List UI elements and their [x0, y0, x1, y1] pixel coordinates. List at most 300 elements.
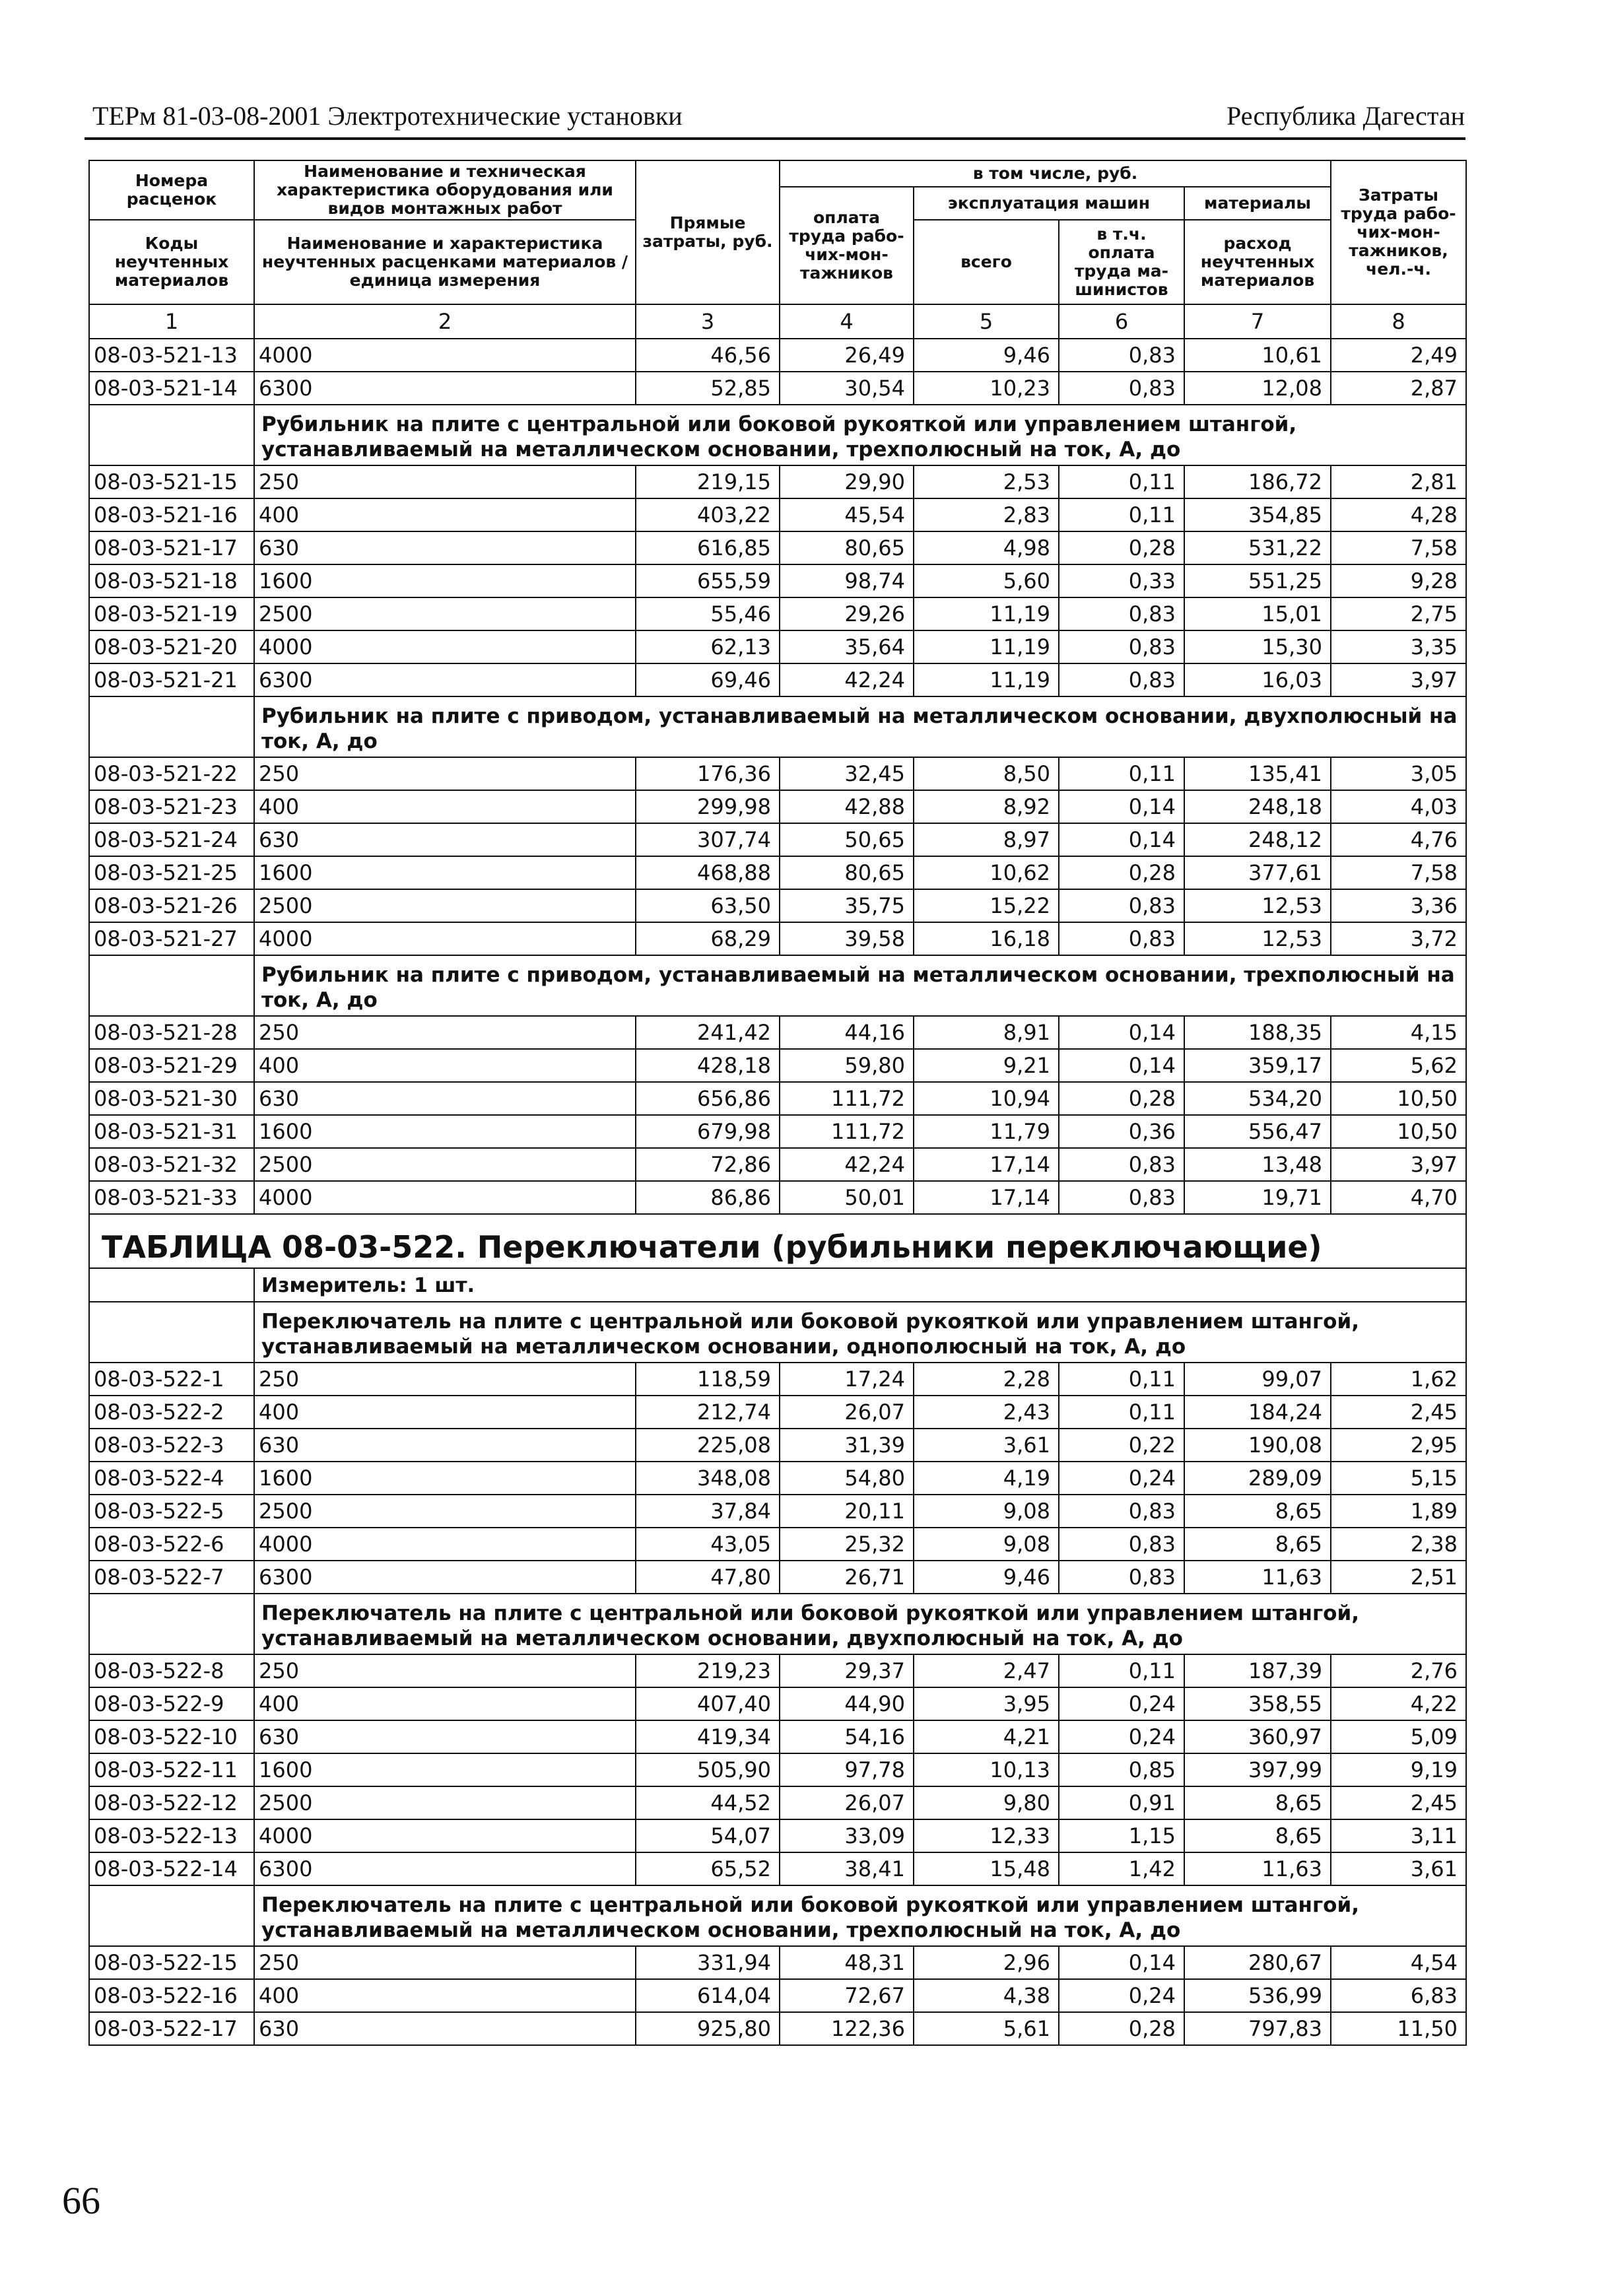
blank-cell [89, 955, 254, 1016]
value-cell: 331,94 [636, 1946, 780, 1979]
value-cell: 2,81 [1331, 465, 1466, 498]
value-cell: 10,50 [1331, 1115, 1466, 1148]
value-cell: 8,65 [1184, 1819, 1331, 1852]
rating-amps: 250 [254, 757, 636, 790]
value-cell: 50,65 [780, 823, 914, 856]
rate-code: 08-03-522-17 [89, 2012, 254, 2045]
table-row [89, 1181, 1466, 1214]
section-heading-row [89, 955, 1466, 1016]
table-row [89, 2012, 1466, 2045]
rate-code: 08-03-522-16 [89, 1979, 254, 2012]
value-cell: 0,83 [1059, 597, 1184, 630]
value-cell: 3,61 [914, 1429, 1059, 1462]
rate-code: 08-03-521-14 [89, 372, 254, 405]
value-cell: 307,74 [636, 823, 780, 856]
rate-code: 08-03-521-33 [89, 1181, 254, 1214]
value-cell: 52,85 [636, 372, 780, 405]
rating-amps: 400 [254, 1049, 636, 1082]
value-cell: 0,83 [1059, 372, 1184, 405]
rate-code: 08-03-521-18 [89, 564, 254, 597]
value-cell: 241,42 [636, 1016, 780, 1049]
measure-unit: Измеритель: 1 шт. [254, 1268, 1466, 1302]
value-cell: 10,50 [1331, 1082, 1466, 1115]
value-cell: 15,30 [1184, 630, 1331, 663]
column-number: 1 [89, 304, 254, 339]
value-cell: 9,19 [1331, 1753, 1466, 1786]
value-cell: 0,83 [1059, 889, 1184, 922]
rating-amps: 4000 [254, 1528, 636, 1561]
value-cell: 360,97 [1184, 1720, 1331, 1753]
table-row [89, 889, 1466, 922]
rate-code: 08-03-521-15 [89, 465, 254, 498]
value-cell: 377,61 [1184, 856, 1331, 889]
value-cell: 184,24 [1184, 1396, 1331, 1429]
value-cell: 0,28 [1059, 531, 1184, 564]
table-row [89, 757, 1466, 790]
value-cell: 44,16 [780, 1016, 914, 1049]
value-cell: 11,63 [1184, 1852, 1331, 1885]
value-cell: 33,09 [780, 1819, 914, 1852]
rate-code: 08-03-522-4 [89, 1462, 254, 1495]
blank-cell [89, 696, 254, 757]
value-cell: 59,80 [780, 1049, 914, 1082]
value-cell: 54,07 [636, 1819, 780, 1852]
rating-amps: 250 [254, 1016, 636, 1049]
value-cell: 15,22 [914, 889, 1059, 922]
value-cell: 3,35 [1331, 630, 1466, 663]
table-row [89, 564, 1466, 597]
value-cell: 616,85 [636, 531, 780, 564]
value-cell: 2,49 [1331, 339, 1466, 372]
value-cell: 31,39 [780, 1429, 914, 1462]
value-cell: 0,83 [1059, 630, 1184, 663]
rating-amps: 250 [254, 1946, 636, 1979]
value-cell: 0,28 [1059, 856, 1184, 889]
value-cell: 8,92 [914, 790, 1059, 823]
value-cell: 17,14 [914, 1181, 1059, 1214]
section-heading: Переключатель на плите с центральной или боковой рукояткой или управлением штангой, устанавливаемый на металлическом основании, трехполюсный на ток, А, до [254, 1885, 1466, 1946]
rate-code: 08-03-522-15 [89, 1946, 254, 1979]
rate-code: 08-03-521-27 [89, 922, 254, 955]
value-cell: 97,78 [780, 1753, 914, 1786]
value-cell: 4,54 [1331, 1946, 1466, 1979]
value-cell: 8,50 [914, 757, 1059, 790]
value-cell: 35,75 [780, 889, 914, 922]
value-cell: 135,41 [1184, 757, 1331, 790]
value-cell: 348,08 [636, 1462, 780, 1495]
table-row [89, 498, 1466, 531]
table-row [89, 1082, 1466, 1115]
value-cell: 0,28 [1059, 1082, 1184, 1115]
value-cell: 0,83 [1059, 1561, 1184, 1594]
table-row [89, 1946, 1466, 1979]
value-cell: 0,83 [1059, 1181, 1184, 1214]
value-cell: 98,74 [780, 564, 914, 597]
rates-table [88, 160, 1467, 2046]
table-row [89, 1819, 1466, 1852]
value-cell: 2,75 [1331, 597, 1466, 630]
value-cell: 54,80 [780, 1462, 914, 1495]
value-cell: 32,45 [780, 757, 914, 790]
value-cell: 12,53 [1184, 922, 1331, 955]
rating-amps: 630 [254, 2012, 636, 2045]
header-worker-pay: оплата труда рабо-чих-мон-тажников [780, 187, 914, 304]
section-heading: Переключатель на плите с центральной или боковой рукояткой или управлением штангой, устанавливаемый на металлическом основании, однополюсный на ток, А, до [254, 1302, 1466, 1363]
section-heading-row [89, 405, 1466, 465]
value-cell: 925,80 [636, 2012, 780, 2045]
running-header-title: ТЕРм 81-03-08-2001 Электротехнические установки [92, 101, 683, 131]
value-cell: 4,70 [1331, 1181, 1466, 1214]
value-cell: 4,76 [1331, 823, 1466, 856]
rating-amps: 400 [254, 1396, 636, 1429]
value-cell: 13,48 [1184, 1148, 1331, 1181]
rating-amps: 400 [254, 498, 636, 531]
rating-amps: 6300 [254, 663, 636, 696]
value-cell: 7,58 [1331, 531, 1466, 564]
rate-code: 08-03-521-16 [89, 498, 254, 531]
value-cell: 280,67 [1184, 1946, 1331, 1979]
rate-code: 08-03-521-29 [89, 1049, 254, 1082]
value-cell: 42,88 [780, 790, 914, 823]
value-cell: 42,24 [780, 1148, 914, 1181]
column-number: 3 [636, 304, 780, 339]
value-cell: 0,83 [1059, 1495, 1184, 1528]
value-cell: 9,46 [914, 339, 1059, 372]
section-heading: Рубильник на плите с приводом, устанавливаемый на металлическом основании, двухполюсный на ток, А, до [254, 696, 1466, 757]
value-cell: 1,42 [1059, 1852, 1184, 1885]
value-cell: 0,91 [1059, 1786, 1184, 1819]
value-cell: 468,88 [636, 856, 780, 889]
value-cell: 534,20 [1184, 1082, 1331, 1115]
rate-code: 08-03-522-10 [89, 1720, 254, 1753]
value-cell: 2,95 [1331, 1429, 1466, 1462]
value-cell: 44,90 [780, 1687, 914, 1720]
value-cell: 0,83 [1059, 663, 1184, 696]
header-machine-operation: эксплуатация машин [914, 187, 1184, 220]
rating-amps: 1600 [254, 1462, 636, 1495]
value-cell: 47,80 [636, 1561, 780, 1594]
section-heading: Переключатель на плите с центральной или боковой рукояткой или управлением штангой, устанавливаемый на металлическом основании, двухполюсный на ток, А, до [254, 1594, 1466, 1654]
column-number: 8 [1331, 304, 1466, 339]
rate-code: 08-03-521-20 [89, 630, 254, 663]
rate-code: 08-03-521-17 [89, 531, 254, 564]
value-cell: 11,79 [914, 1115, 1059, 1148]
header-rule [84, 137, 1465, 140]
table-row [89, 1049, 1466, 1082]
value-cell: 5,09 [1331, 1720, 1466, 1753]
value-cell: 3,05 [1331, 757, 1466, 790]
rate-code: 08-03-522-1 [89, 1363, 254, 1396]
value-cell: 0,24 [1059, 1979, 1184, 2012]
value-cell: 122,36 [780, 2012, 914, 2045]
value-cell: 19,71 [1184, 1181, 1331, 1214]
value-cell: 11,19 [914, 597, 1059, 630]
table-row [89, 790, 1466, 823]
value-cell: 8,65 [1184, 1495, 1331, 1528]
table-row [89, 823, 1466, 856]
value-cell: 4,38 [914, 1979, 1059, 2012]
value-cell: 397,99 [1184, 1753, 1331, 1786]
rating-amps: 630 [254, 823, 636, 856]
value-cell: 15,01 [1184, 597, 1331, 630]
blank-cell [89, 1302, 254, 1363]
value-cell: 3,61 [1331, 1852, 1466, 1885]
value-cell: 2,28 [914, 1363, 1059, 1396]
value-cell: 8,97 [914, 823, 1059, 856]
value-cell: 656,86 [636, 1082, 780, 1115]
table-row [89, 1720, 1466, 1753]
value-cell: 37,84 [636, 1495, 780, 1528]
value-cell: 0,83 [1059, 1528, 1184, 1561]
rating-amps: 4000 [254, 630, 636, 663]
value-cell: 0,22 [1059, 1429, 1184, 1462]
rate-code: 08-03-522-14 [89, 1852, 254, 1885]
table-row [89, 372, 1466, 405]
rating-amps: 4000 [254, 339, 636, 372]
rate-code: 08-03-521-22 [89, 757, 254, 790]
header-materials: материалы [1184, 187, 1331, 220]
rating-amps: 6300 [254, 372, 636, 405]
value-cell: 3,72 [1331, 922, 1466, 955]
value-cell: 9,28 [1331, 564, 1466, 597]
value-cell: 2,53 [914, 465, 1059, 498]
value-cell: 2,45 [1331, 1396, 1466, 1429]
rate-code: 08-03-521-28 [89, 1016, 254, 1049]
value-cell: 0,14 [1059, 1049, 1184, 1082]
value-cell: 11,19 [914, 663, 1059, 696]
rate-code: 08-03-521-13 [89, 339, 254, 372]
rating-amps: 2500 [254, 1148, 636, 1181]
table-row [89, 922, 1466, 955]
value-cell: 0,24 [1059, 1687, 1184, 1720]
table-row [89, 1363, 1466, 1396]
value-cell: 80,65 [780, 531, 914, 564]
value-cell: 219,15 [636, 465, 780, 498]
blank-cell [89, 1268, 254, 1302]
value-cell: 69,46 [636, 663, 780, 696]
value-cell: 43,05 [636, 1528, 780, 1561]
value-cell: 99,07 [1184, 1363, 1331, 1396]
value-cell: 30,54 [780, 372, 914, 405]
blank-cell [89, 405, 254, 465]
table-row [89, 1786, 1466, 1819]
value-cell: 358,55 [1184, 1687, 1331, 1720]
rate-code: 08-03-522-5 [89, 1495, 254, 1528]
value-cell: 7,58 [1331, 856, 1466, 889]
column-number: 6 [1059, 304, 1184, 339]
value-cell: 2,38 [1331, 1528, 1466, 1561]
value-cell: 44,52 [636, 1786, 780, 1819]
rate-code: 08-03-521-32 [89, 1148, 254, 1181]
value-cell: 1,62 [1331, 1363, 1466, 1396]
value-cell: 12,53 [1184, 889, 1331, 922]
table-heading-row [89, 1214, 1466, 1268]
header-material-names: Наименование и характеристика неучтенных расценками материалов / единица измерения [254, 220, 636, 304]
section-heading-row [89, 1594, 1466, 1654]
value-cell: 9,21 [914, 1049, 1059, 1082]
value-cell: 26,71 [780, 1561, 914, 1594]
value-cell: 26,07 [780, 1786, 914, 1819]
rate-code: 08-03-522-8 [89, 1654, 254, 1687]
value-cell: 20,11 [780, 1495, 914, 1528]
table-row [89, 1016, 1466, 1049]
value-cell: 403,22 [636, 498, 780, 531]
rating-amps: 1600 [254, 1753, 636, 1786]
rate-code: 08-03-522-9 [89, 1687, 254, 1720]
table-row [89, 1115, 1466, 1148]
rating-amps: 2500 [254, 597, 636, 630]
table-row [89, 856, 1466, 889]
value-cell: 797,83 [1184, 2012, 1331, 2045]
value-cell: 190,08 [1184, 1429, 1331, 1462]
value-cell: 0,24 [1059, 1462, 1184, 1495]
rating-amps: 1600 [254, 564, 636, 597]
section-heading-row [89, 696, 1466, 757]
table-heading: ТАБЛИЦА 08-03-522. Переключатели (рубильники переключающие) [89, 1214, 1466, 1268]
value-cell: 4,28 [1331, 498, 1466, 531]
measure-row [89, 1268, 1466, 1302]
column-number: 4 [780, 304, 914, 339]
rate-code: 08-03-521-24 [89, 823, 254, 856]
value-cell: 248,12 [1184, 823, 1331, 856]
value-cell: 0,11 [1059, 465, 1184, 498]
rating-amps: 250 [254, 465, 636, 498]
rate-code: 08-03-522-6 [89, 1528, 254, 1561]
value-cell: 111,72 [780, 1082, 914, 1115]
value-cell: 26,07 [780, 1396, 914, 1429]
value-cell: 9,80 [914, 1786, 1059, 1819]
value-cell: 679,98 [636, 1115, 780, 1148]
value-cell: 38,41 [780, 1852, 914, 1885]
value-cell: 3,97 [1331, 1148, 1466, 1181]
table-row [89, 465, 1466, 498]
value-cell: 0,11 [1059, 1654, 1184, 1687]
value-cell: 16,18 [914, 922, 1059, 955]
value-cell: 0,14 [1059, 1016, 1184, 1049]
rating-amps: 400 [254, 1979, 636, 2012]
value-cell: 29,26 [780, 597, 914, 630]
value-cell: 86,86 [636, 1181, 780, 1214]
value-cell: 45,54 [780, 498, 914, 531]
rate-code: 08-03-522-2 [89, 1396, 254, 1429]
value-cell: 10,13 [914, 1753, 1059, 1786]
value-cell: 212,74 [636, 1396, 780, 1429]
header-direct-costs: Прямые затраты, руб. [636, 160, 780, 304]
rating-amps: 6300 [254, 1561, 636, 1594]
value-cell: 4,21 [914, 1720, 1059, 1753]
section-heading-row [89, 1302, 1466, 1363]
value-cell: 12,08 [1184, 372, 1331, 405]
value-cell: 62,13 [636, 630, 780, 663]
value-cell: 2,47 [914, 1654, 1059, 1687]
rate-code: 08-03-521-23 [89, 790, 254, 823]
rating-amps: 4000 [254, 1181, 636, 1214]
rate-code: 08-03-522-7 [89, 1561, 254, 1594]
value-cell: 5,62 [1331, 1049, 1466, 1082]
blank-cell [89, 1594, 254, 1654]
value-cell: 26,49 [780, 339, 914, 372]
value-cell: 10,61 [1184, 339, 1331, 372]
rating-amps: 6300 [254, 1852, 636, 1885]
rate-code: 08-03-521-30 [89, 1082, 254, 1115]
table-body [89, 339, 1466, 2045]
rate-code: 08-03-521-25 [89, 856, 254, 889]
rating-amps: 630 [254, 1082, 636, 1115]
value-cell: 0,83 [1059, 922, 1184, 955]
value-cell: 556,47 [1184, 1115, 1331, 1148]
value-cell: 0,11 [1059, 498, 1184, 531]
value-cell: 46,56 [636, 339, 780, 372]
value-cell: 655,59 [636, 564, 780, 597]
value-cell: 354,85 [1184, 498, 1331, 531]
value-cell: 1,89 [1331, 1495, 1466, 1528]
column-number: 2 [254, 304, 636, 339]
value-cell: 289,09 [1184, 1462, 1331, 1495]
rate-code: 08-03-521-19 [89, 597, 254, 630]
value-cell: 25,32 [780, 1528, 914, 1561]
value-cell: 0,28 [1059, 2012, 1184, 2045]
table-row [89, 1979, 1466, 2012]
value-cell: 80,65 [780, 856, 914, 889]
rating-amps: 400 [254, 790, 636, 823]
value-cell: 2,45 [1331, 1786, 1466, 1819]
value-cell: 15,48 [914, 1852, 1059, 1885]
value-cell: 39,58 [780, 922, 914, 955]
header-machinist-pay: в т.ч. оплата труда ма-шинистов [1059, 220, 1184, 304]
rating-amps: 1600 [254, 856, 636, 889]
rating-amps: 400 [254, 1687, 636, 1720]
section-heading: Рубильник на плите с приводом, устанавливаемый на металлическом основании, трехполюсный на ток, А, до [254, 955, 1466, 1016]
value-cell: 8,65 [1184, 1528, 1331, 1561]
value-cell: 2,87 [1331, 372, 1466, 405]
value-cell: 0,14 [1059, 823, 1184, 856]
rate-code: 08-03-522-3 [89, 1429, 254, 1462]
value-cell: 0,36 [1059, 1115, 1184, 1148]
table-row [89, 1396, 1466, 1429]
value-cell: 6,83 [1331, 1979, 1466, 2012]
value-cell: 359,17 [1184, 1049, 1331, 1082]
value-cell: 4,98 [914, 531, 1059, 564]
value-cell: 3,36 [1331, 889, 1466, 922]
page-number: 66 [62, 2179, 100, 2222]
value-cell: 299,98 [636, 790, 780, 823]
value-cell: 10,62 [914, 856, 1059, 889]
rating-amps: 4000 [254, 1819, 636, 1852]
table-row [89, 1753, 1466, 1786]
column-number: 5 [914, 304, 1059, 339]
value-cell: 188,35 [1184, 1016, 1331, 1049]
table-row [89, 597, 1466, 630]
rating-amps: 1600 [254, 1115, 636, 1148]
value-cell: 72,86 [636, 1148, 780, 1181]
rating-amps: 2500 [254, 1786, 636, 1819]
value-cell: 0,11 [1059, 757, 1184, 790]
table-row [89, 1462, 1466, 1495]
value-cell: 12,33 [914, 1819, 1059, 1852]
value-cell: 55,46 [636, 597, 780, 630]
table-row [89, 1495, 1466, 1528]
value-cell: 10,94 [914, 1082, 1059, 1115]
value-cell: 407,40 [636, 1687, 780, 1720]
table-row [89, 1687, 1466, 1720]
rating-amps: 630 [254, 1429, 636, 1462]
value-cell: 35,64 [780, 630, 914, 663]
table-header [89, 160, 1466, 339]
value-cell: 68,29 [636, 922, 780, 955]
value-cell: 111,72 [780, 1115, 914, 1148]
value-cell: 63,50 [636, 889, 780, 922]
value-cell: 65,52 [636, 1852, 780, 1885]
